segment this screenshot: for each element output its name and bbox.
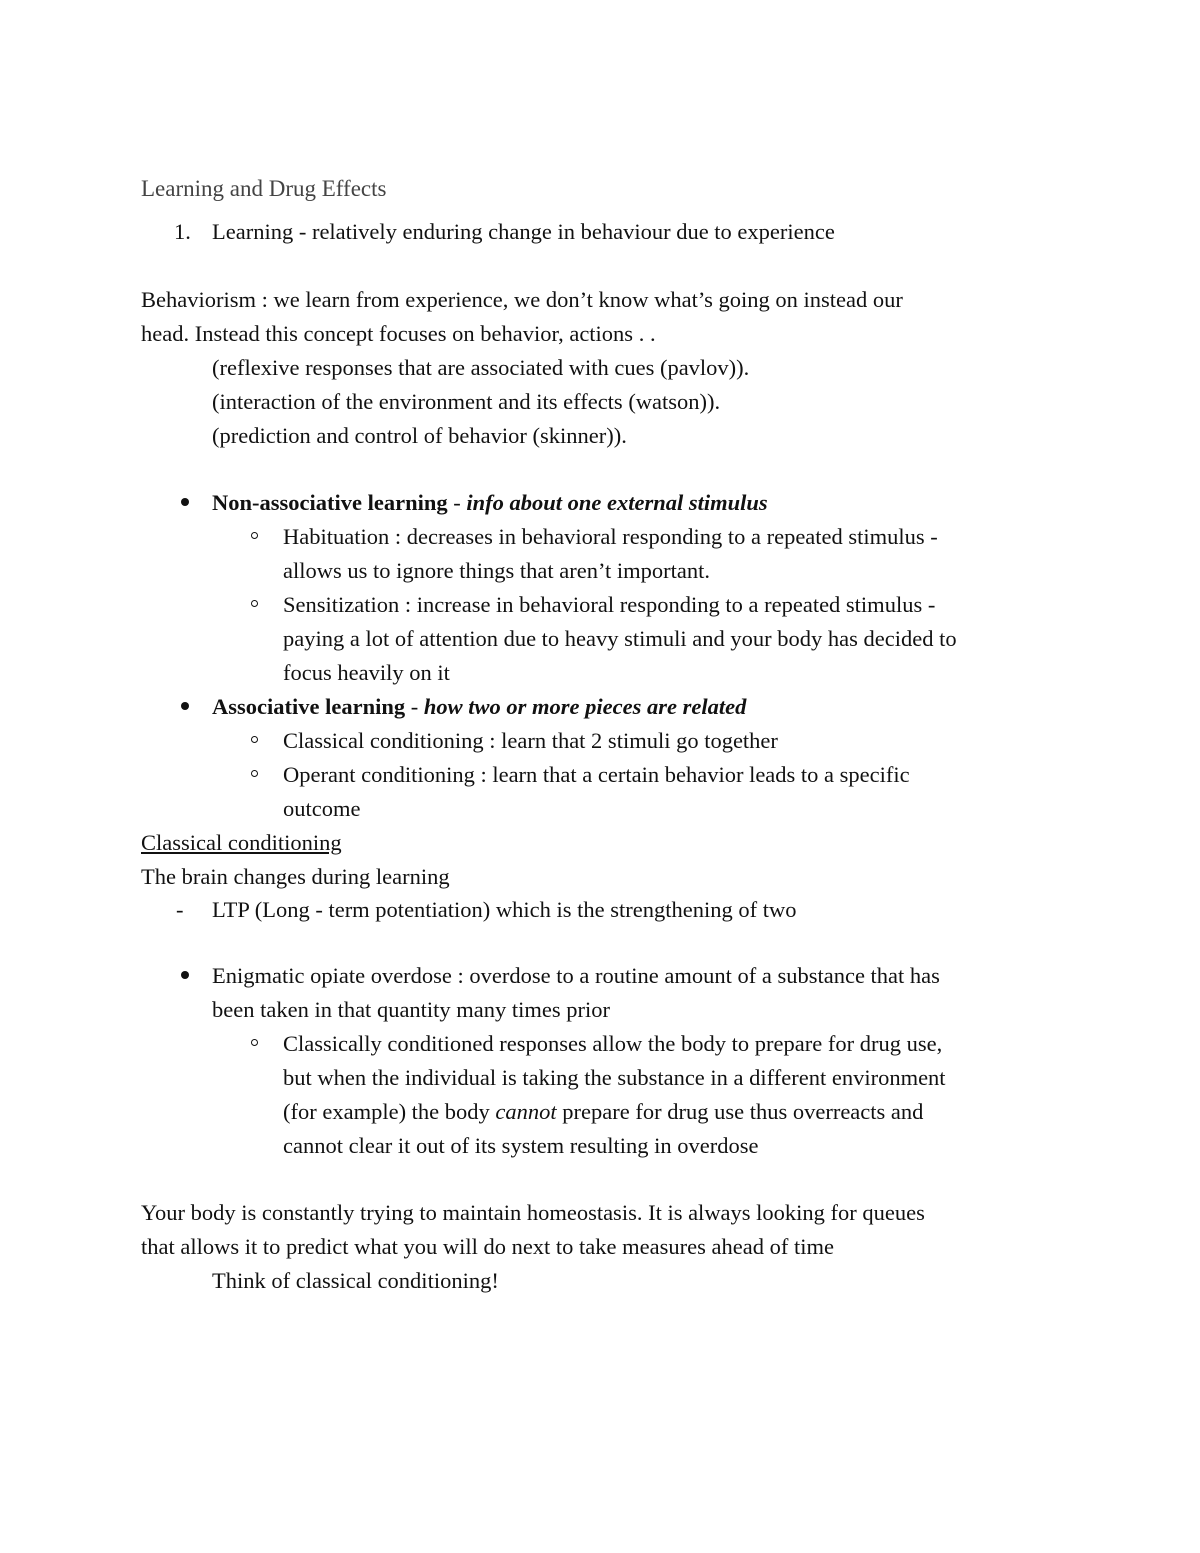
overdose-line-1: Enigmatic opiate overdose : overdose to a routine amount of a substance that has bbox=[212, 963, 940, 988]
behaviorism-line-2: head. Instead this concept focuses on behavior, actions . . bbox=[141, 321, 656, 346]
behaviorism-line-1: Behaviorism : we learn from experience, we don’t know what’s going on instead our bbox=[141, 287, 903, 312]
sensitization-line-3: focus heavily on it bbox=[283, 660, 450, 685]
overdose-sub-line-2: but when the individual is taking the substance in a different environment bbox=[283, 1065, 946, 1090]
hollow-bullet-icon bbox=[251, 736, 258, 743]
sensitization-line-2: paying a lot of attention due to heavy stimuli and your body has decided to bbox=[283, 626, 957, 651]
non-associative-description: info about one external stimulus bbox=[466, 490, 768, 515]
associative-description: how two or more pieces are related bbox=[423, 694, 747, 719]
hollow-bullet-icon bbox=[251, 770, 258, 777]
habituation-line-2: allows us to ignore things that aren’t important. bbox=[283, 558, 711, 583]
section-heading-classical-conditioning: Classical conditioning bbox=[141, 830, 342, 855]
hollow-bullet-icon bbox=[251, 532, 258, 539]
associative-label: Associative learning bbox=[212, 694, 406, 719]
overdose-sub-line-3-start: (for example) the body bbox=[283, 1099, 496, 1124]
emphasis-cannot: cannot bbox=[495, 1099, 557, 1124]
homeostasis-line-3: Think of classical conditioning! bbox=[212, 1268, 499, 1293]
operant-line-1: Operant conditioning : learn that a certain behavior leads to a specific bbox=[283, 762, 910, 787]
classical-conditioning-item: Classical conditioning : learn that 2 stimuli go together bbox=[283, 728, 778, 753]
overdose-sub-line-3-end: prepare for drug use thus overreacts and bbox=[556, 1099, 924, 1124]
overdose-sub-line-4: cannot clear it out of its system resulting in overdose bbox=[283, 1133, 759, 1158]
heading-dash: - bbox=[405, 694, 424, 719]
overdose-sub-line-1: Classically conditioned responses allow the body to prepare for drug use, bbox=[283, 1031, 943, 1056]
behaviorism-watson: (interaction of the environment and its effects (watson)). bbox=[212, 389, 721, 414]
behaviorism-skinner: (prediction and control of behavior (skinner)). bbox=[212, 423, 627, 448]
bullet-icon bbox=[181, 971, 189, 979]
hollow-bullet-icon bbox=[251, 600, 258, 607]
document-title: Learning and Drug Effects bbox=[141, 176, 387, 201]
behaviorism-pavlov: (reflexive responses that are associated with cues (pavlov)). bbox=[212, 355, 750, 380]
homeostasis-line-1: Your body is constantly trying to maintain homeostasis. It is always looking for queues bbox=[141, 1200, 925, 1225]
ltp-item: LTP (Long - term potentiation) which is the strengthening of two bbox=[212, 897, 797, 922]
bullet-icon bbox=[181, 702, 189, 710]
overdose-line-2: been taken in that quantity many times prior bbox=[212, 997, 611, 1022]
list-number: 1. bbox=[174, 219, 191, 244]
dash-marker: - bbox=[176, 897, 184, 922]
habituation-line-1: Habituation : decreases in behavioral responding to a repeated stimulus - bbox=[283, 524, 938, 549]
list-item-learning: Learning - relatively enduring change in behaviour due to experience bbox=[212, 219, 835, 244]
overdose-sub-line-3 bbox=[283, 1095, 923, 1129]
operant-line-2: outcome bbox=[283, 796, 361, 821]
sensitization-line-1: Sensitization : increase in behavioral responding to a repeated stimulus - bbox=[283, 592, 936, 617]
non-associative-heading bbox=[212, 486, 768, 520]
associative-heading bbox=[212, 690, 746, 724]
bullet-icon bbox=[181, 498, 189, 506]
heading-dash: - bbox=[447, 490, 467, 515]
brain-changes-text: The brain changes during learning bbox=[141, 864, 450, 889]
hollow-bullet-icon bbox=[251, 1039, 258, 1046]
homeostasis-line-2: that allows it to predict what you will do next to take measures ahead of time bbox=[141, 1234, 834, 1259]
non-associative-label: Non-associative learning bbox=[212, 490, 448, 515]
